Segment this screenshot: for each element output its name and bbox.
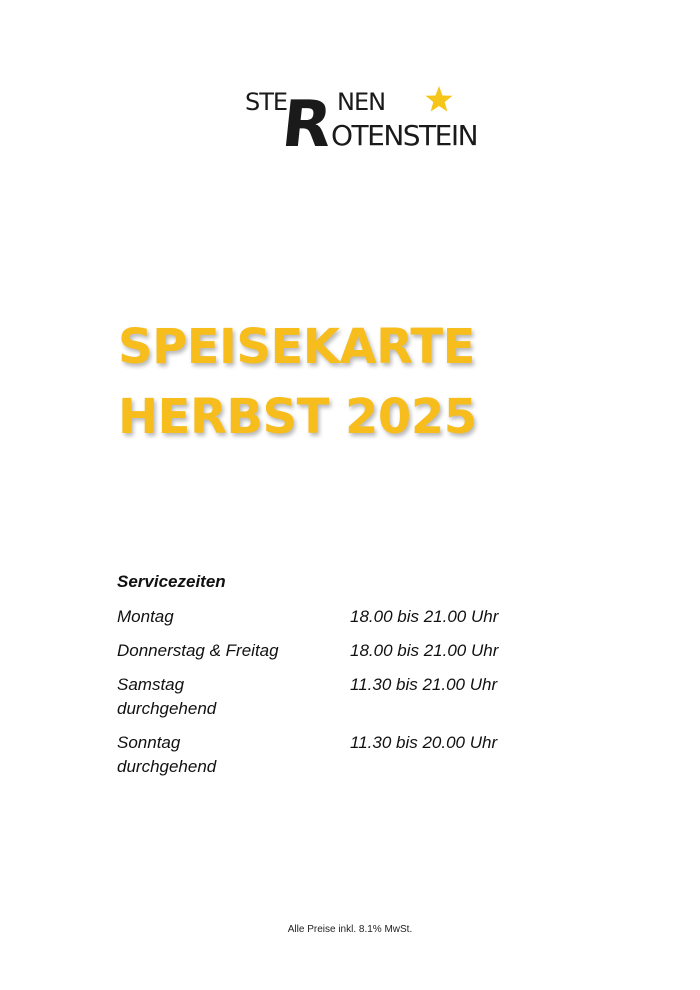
hours-time: 18.00 bis 21.00 Uhr xyxy=(350,607,499,626)
logo-text-nen: NEN xyxy=(337,88,386,116)
hours-day-name: Montag xyxy=(117,607,174,626)
restaurant-logo xyxy=(243,80,478,162)
hours-day-name: Donnerstag & Freitag xyxy=(117,641,279,660)
menu-title xyxy=(118,312,477,452)
hours-day-name: Sonntag xyxy=(117,733,181,752)
hours-row xyxy=(117,731,577,779)
hours-row xyxy=(117,639,577,663)
hours-day xyxy=(117,639,350,663)
hours-day-name: Samstag xyxy=(117,675,185,694)
hours-day xyxy=(117,673,350,721)
service-hours xyxy=(117,569,577,789)
hours-time: 18.00 bis 21.00 Uhr xyxy=(350,641,499,660)
star-icon xyxy=(426,86,453,112)
hours-row xyxy=(117,605,577,629)
service-hours-heading: Servicezeiten xyxy=(117,572,226,591)
menu-title-line2: HERBST 2025 xyxy=(118,389,477,445)
menu-title-line1: SPEISEKARTE xyxy=(118,319,475,375)
logo-text-ste: STE xyxy=(245,88,288,116)
logo-text-otenstein: OTENSTEIN xyxy=(331,119,478,152)
hours-row xyxy=(117,673,577,721)
hours-day-note: durchgehend xyxy=(117,699,217,718)
price-footnote: Alle Preise inkl. 8.1% MwSt. xyxy=(287,924,413,935)
logo-text-r: R xyxy=(278,87,336,162)
hours-day-note: durchgehend xyxy=(117,757,217,776)
logo-graphic xyxy=(243,80,478,162)
hours-day xyxy=(117,731,350,779)
hours-day xyxy=(117,605,350,629)
hours-time: 11.30 bis 20.00 Uhr xyxy=(350,733,498,752)
hours-time: 11.30 bis 21.00 Uhr xyxy=(350,675,498,694)
